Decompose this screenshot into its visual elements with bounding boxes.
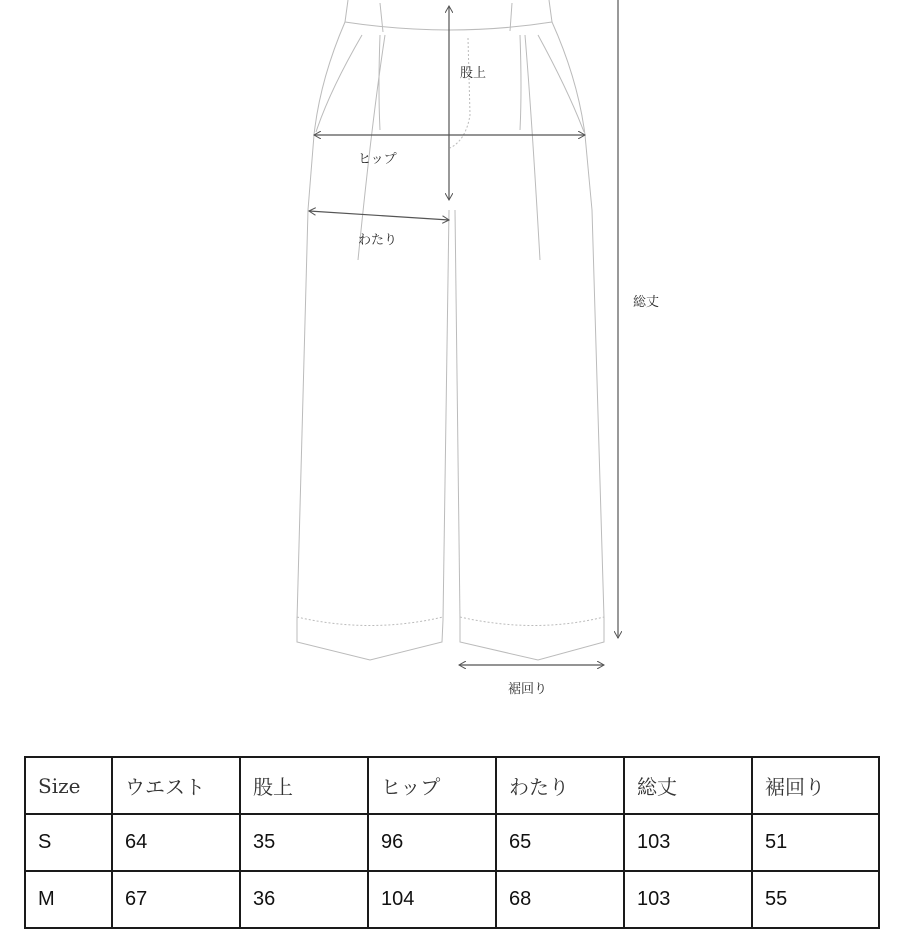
cell-total-length: 103 [624,814,752,871]
header-hem: 裾回り [752,757,879,814]
hip-label: ヒップ [358,152,397,167]
cell-thigh: 68 [496,871,624,928]
cell-waist: 64 [112,814,240,871]
header-total-length: 総丈 [624,757,752,814]
rise-label: 股上 [460,66,487,81]
cell-thigh: 65 [496,814,624,871]
header-waist: ウエスト [112,757,240,814]
cell-size: S [25,814,112,871]
thigh-label: わたり [358,233,398,248]
cell-hip: 104 [368,871,496,928]
total-length-label: 総丈 [633,295,660,310]
cell-rise: 36 [240,871,368,928]
cell-hem: 51 [752,814,879,871]
cell-rise: 35 [240,814,368,871]
header-thigh: わたり [496,757,624,814]
hem-label: 裾回り [508,682,548,697]
table-header-row [25,757,879,814]
cell-total-length: 103 [624,871,752,928]
cell-waist: 67 [112,871,240,928]
cell-hip: 96 [368,814,496,871]
cell-hem: 55 [752,871,879,928]
header-rise: 股上 [240,757,368,814]
table-row [25,814,879,871]
header-size: Size [25,757,112,814]
cell-size: M [25,871,112,928]
header-hip: ヒップ [368,757,496,814]
size-table [24,756,880,929]
